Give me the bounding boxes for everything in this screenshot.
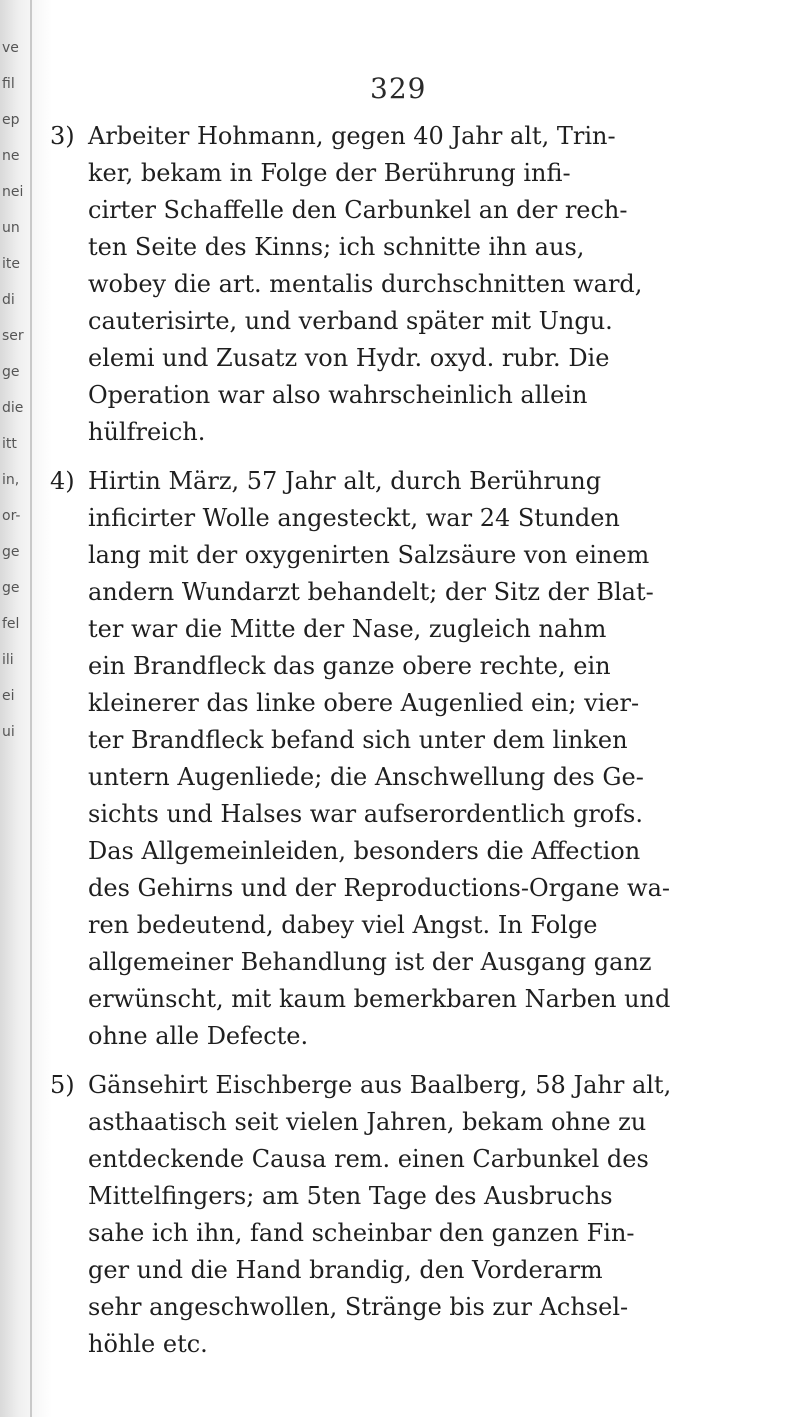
bleed-fragment: ite [2, 256, 20, 272]
entry-number: 3) [50, 122, 75, 150]
text-line: inficirter Wolle angesteckt, war 24 Stunden [88, 504, 620, 532]
text-line: höhle etc. [88, 1330, 208, 1358]
bleed-fragment: ui [2, 724, 15, 740]
case-entry-3 [50, 118, 770, 451]
text-line: Das Allgemeinleiden, besonders die Affection [88, 837, 641, 865]
text-line: kleinerer das linke obere Augenlied ein; vier- [88, 689, 640, 717]
page-number: 329 [370, 72, 427, 105]
entry-text [88, 1067, 770, 1363]
entry-text [88, 463, 770, 1055]
text-line: cirter Schaffelle den Carbunkel an der rech- [88, 196, 628, 224]
entry-text [88, 118, 770, 451]
text-line: erwünscht, mit kaum bemerkbaren Narben und [88, 985, 671, 1013]
case-entries [50, 118, 770, 1375]
text-line: ein Brandfleck das ganze obere rechte, ein [88, 652, 611, 680]
text-line: cauterisirte, und verband später mit Ungu. [88, 307, 613, 335]
book-page [50, 0, 770, 1417]
text-line: Hirtin März, 57 Jahr alt, durch Berührung [88, 467, 602, 495]
bleed-fragment: ser [2, 328, 24, 344]
bleed-fragment: nei [2, 184, 24, 200]
text-line: Mittelfingers; am 5ten Tage des Ausbruchs [88, 1182, 613, 1210]
text-line: ten Seite des Kinns; ich schnitte ihn aus, [88, 233, 585, 261]
text-line: hülfreich. [88, 418, 206, 446]
facing-page-bleed-text [2, 40, 32, 760]
text-line: allgemeiner Behandlung ist der Ausgang ganz [88, 948, 652, 976]
text-line: Operation war also wahrscheinlich allein [88, 381, 588, 409]
bleed-fragment: or- [2, 508, 21, 524]
text-line: elemi und Zusatz von Hydr. oxyd. rubr. Die [88, 344, 610, 372]
text-line: andern Wundarzt behandelt; der Sitz der Blat- [88, 578, 654, 606]
bleed-fragment: ep [2, 112, 20, 128]
bleed-fragment: ge [2, 364, 20, 380]
text-line: ter Brandfleck befand sich unter dem linken [88, 726, 628, 754]
text-line: sahe ich ihn, fand scheinbar den ganzen Fin- [88, 1219, 635, 1247]
bleed-fragment: ili [2, 652, 14, 668]
bleed-fragment: ge [2, 544, 20, 560]
text-line: sichts und Halses war aufserordentlich grofs. [88, 800, 643, 828]
text-line: entdeckende Causa rem. einen Carbunkel des [88, 1145, 649, 1173]
text-line: ger und die Hand brandig, den Vorderarm [88, 1256, 603, 1284]
text-line: untern Augenliede; die Anschwellung des Ge- [88, 763, 644, 791]
text-line: sehr angeschwollen, Stränge bis zur Achsel- [88, 1293, 629, 1321]
bleed-fragment: di [2, 292, 15, 308]
bleed-fragment: un [2, 220, 20, 236]
bleed-fragment: ge [2, 580, 20, 596]
text-line: lang mit der oxygenirten Salzsäure von einem [88, 541, 650, 569]
bleed-fragment: in, [2, 472, 20, 488]
text-line: ren bedeutend, dabey viel Angst. In Folge [88, 911, 598, 939]
text-line: ohne alle Defecte. [88, 1022, 309, 1050]
bleed-fragment: itt [2, 436, 17, 452]
text-line: ker, bekam in Folge der Berührung infi- [88, 159, 571, 187]
entry-number: 4) [50, 467, 75, 495]
bleed-fragment: ve [2, 40, 19, 56]
text-line: Arbeiter Hohmann, gegen 40 Jahr alt, Trin- [88, 122, 616, 150]
case-entry-5 [50, 1067, 770, 1363]
text-line: asthaatisch seit vielen Jahren, bekam ohne zu [88, 1108, 647, 1136]
text-line: wobey die art. mentalis durchschnitten ward, [88, 270, 643, 298]
text-line: ter war die Mitte der Nase, zugleich nahm [88, 615, 607, 643]
text-line: Gänsehirt Eischberge aus Baalberg, 58 Jahr alt, [88, 1071, 672, 1099]
case-entry-4 [50, 463, 770, 1055]
bleed-fragment: ne [2, 148, 20, 164]
entry-number: 5) [50, 1071, 75, 1099]
bleed-fragment: fil [2, 76, 15, 92]
bleed-fragment: fel [2, 616, 20, 632]
bleed-fragment: die [2, 400, 24, 416]
bleed-fragment: ei [2, 688, 15, 704]
text-line: des Gehirns und der Reproductions-Organe wa- [88, 874, 671, 902]
